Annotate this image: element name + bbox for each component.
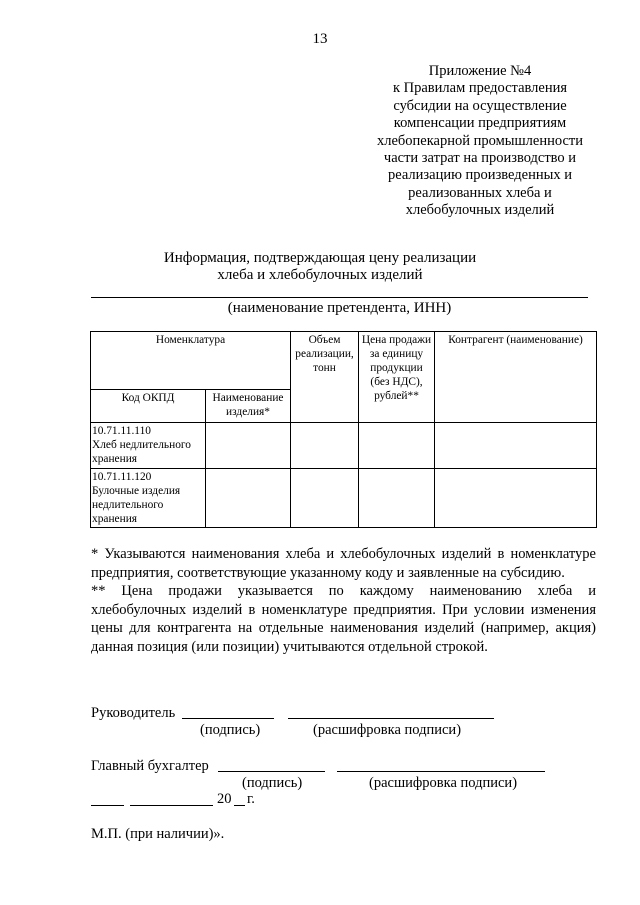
- date-century: 20: [217, 791, 232, 807]
- price-info-table: [90, 331, 597, 528]
- cell-price[interactable]: [359, 423, 435, 468]
- appendix-line: субсидии на осуществление: [393, 97, 567, 114]
- header-nomenclature: Номенклатура: [91, 332, 291, 390]
- header-product-name: Наименование изделия*: [206, 390, 291, 423]
- row-description: Булочные изделия недлительного хранения: [92, 484, 181, 525]
- date-suffix: г.: [247, 791, 255, 807]
- appendix-heading: [360, 63, 600, 220]
- appendix-line: части затрат на производство и: [383, 150, 577, 167]
- appendix-line: хлебобулочных изделий: [405, 202, 555, 219]
- accountant-sign-caption: (подпись): [242, 775, 303, 791]
- head-signature-line[interactable]: [182, 718, 274, 719]
- date-day-line[interactable]: [91, 805, 124, 806]
- row-okpd-cell: [91, 423, 206, 468]
- row-okpd-cell: [91, 468, 206, 527]
- footnotes: [91, 545, 596, 657]
- head-sign-caption: (подпись): [200, 722, 261, 738]
- cell-volume[interactable]: [291, 423, 359, 468]
- row-description: Хлеб недлительного хранения: [92, 439, 191, 466]
- applicant-fill-line: [91, 297, 588, 298]
- accountant-signature-line[interactable]: [218, 771, 325, 772]
- accountant-decode-line[interactable]: [337, 771, 545, 772]
- appendix-line: к Правилам предоставления: [392, 80, 568, 97]
- footnote-1: * Указываются наименования хлеба и хлебобулочных изделий в номенклатуре предприятия, соответствующие указанному коду и заявленные на субсидию.: [91, 546, 596, 581]
- cell-counterparty[interactable]: [435, 468, 597, 527]
- header-counterparty: Контрагент (наименование): [435, 332, 597, 423]
- header-price: Цена продажи за единицу продукции (без НДС), рублей**: [359, 332, 435, 423]
- appendix-line: Приложение №4: [428, 63, 532, 79]
- row-code: 10.71.11.110: [92, 425, 151, 438]
- page-number: 13: [312, 31, 328, 47]
- head-decode-caption: (расшифровка подписи): [313, 722, 462, 738]
- header-volume: Объем реализации, тонн: [291, 332, 359, 423]
- cell-product-name[interactable]: [206, 423, 291, 468]
- date-year-line[interactable]: [234, 805, 245, 806]
- cell-price[interactable]: [359, 468, 435, 527]
- head-decode-line[interactable]: [288, 718, 494, 719]
- table-row: [91, 423, 597, 468]
- table-row: [91, 468, 597, 527]
- applicant-caption: (наименование претендента, ИНН): [227, 300, 452, 316]
- appendix-line: реализованных хлеба и: [408, 184, 552, 201]
- head-label: Руководитель: [91, 705, 176, 721]
- header-okpd-code: Код ОКПД: [91, 390, 206, 423]
- cell-volume[interactable]: [291, 468, 359, 527]
- accountant-label: Главный бухгалтер: [91, 758, 209, 774]
- appendix-line: хлебопекарной промышленности: [376, 132, 584, 149]
- title-line-1: Информация, подтверждающая цену реализации: [163, 250, 477, 266]
- title-line-2: хлеба и хлебобулочных изделий: [217, 267, 423, 283]
- row-code: 10.71.11.120: [92, 470, 152, 483]
- stamp-note: М.П. (при наличии)».: [91, 826, 225, 842]
- appendix-line: компенсации предприятиям: [393, 115, 567, 132]
- accountant-decode-caption: (расшифровка подписи): [369, 775, 518, 791]
- cell-counterparty[interactable]: [435, 423, 597, 468]
- document-title: [120, 250, 520, 284]
- date-month-line[interactable]: [130, 805, 213, 806]
- cell-product-name[interactable]: [206, 468, 291, 527]
- appendix-line: реализацию произведенных и: [387, 167, 573, 184]
- footnote-2: ** Цена продажи указывается по каждому наименованию хлеба и хлебобулочных изделий в номенклатуре предприятия. При условии изменения цены для контрагента на отдельные наименования изделий (например, акция) данная позиция (или позиции) учитываются отдельной строкой.: [91, 583, 596, 655]
